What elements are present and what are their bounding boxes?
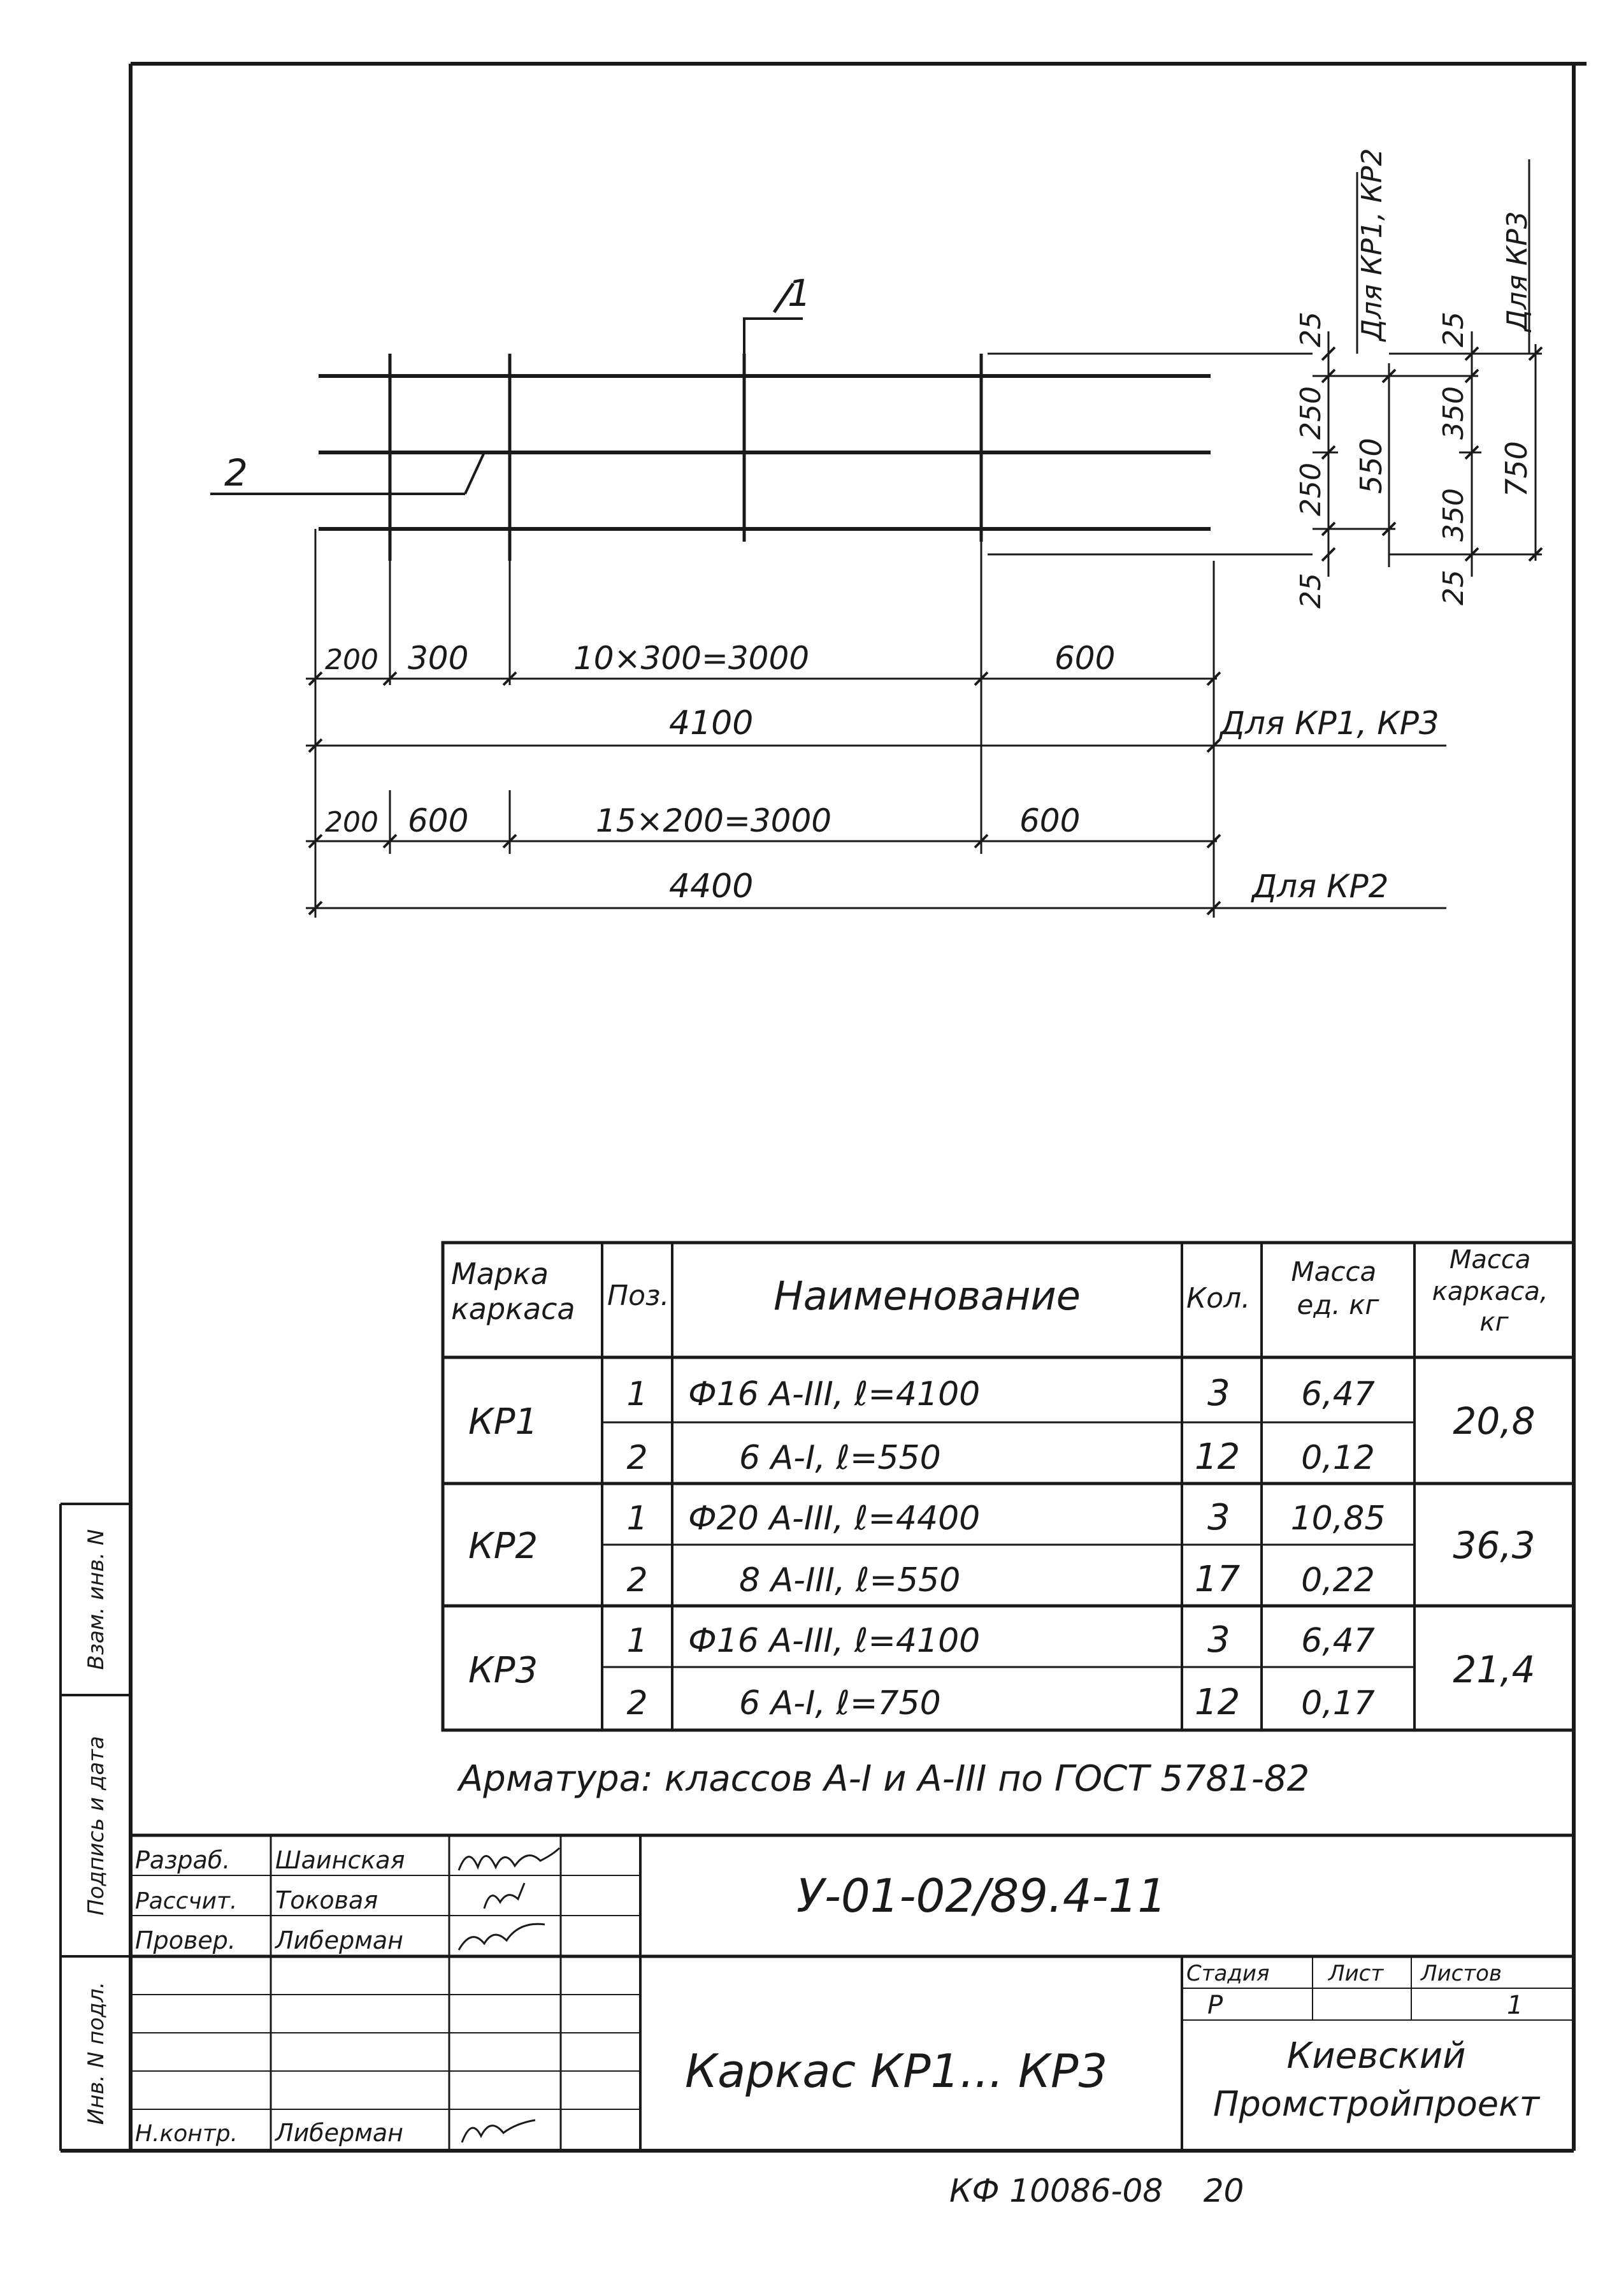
dim-600-b: 600	[408, 802, 469, 839]
cell-frame-mass-kr2: 36,3	[1453, 1524, 1536, 1567]
leader-label-1: 1	[788, 271, 811, 315]
cell-unit-mass: 0,17	[1301, 1684, 1375, 1722]
th-pos: Поз.	[607, 1280, 670, 1312]
dim-300: 300	[408, 640, 469, 677]
cell-unit-mass: 10,85	[1290, 1499, 1386, 1538]
sheet-label: Лист	[1328, 1961, 1384, 1986]
sheets-value: 1	[1507, 1991, 1523, 2020]
cell-qty: 3	[1207, 1619, 1230, 1661]
cell-unit-mass: 6,47	[1301, 1622, 1375, 1660]
vdim-kr3-25-bot: 25	[1437, 570, 1470, 605]
signature-mark	[484, 1883, 524, 1909]
document-code: У-01-02/89.4-11	[796, 1869, 1167, 1923]
note-kr2: Для КР2	[1252, 868, 1389, 905]
cell-mark-kr3: КР3	[468, 1650, 538, 1691]
cell-pos: 2	[626, 1561, 648, 1599]
role-name: Шаинская	[275, 1846, 405, 1874]
cell-name: Ф16 А-III, ℓ=4100	[688, 1622, 981, 1660]
role-name: Либерман	[275, 2119, 404, 2147]
archive-number: КФ 10086-08 20	[949, 2172, 1244, 2209]
stage-value: Р	[1207, 1991, 1223, 2020]
side-stamp-inv-orig: Инв. N подл.	[83, 1981, 109, 2125]
stage-label: Стадия	[1186, 1961, 1270, 1986]
vdim-kr3-350-b: 350	[1437, 488, 1470, 542]
vdim-kr12-250-b: 250	[1295, 463, 1327, 516]
cell-qty: 17	[1195, 1559, 1241, 1600]
th-frame-mass: Масса каркаса, кг	[1432, 1245, 1548, 1337]
cell-pos: 1	[626, 1375, 648, 1413]
cell-qty: 12	[1195, 1436, 1241, 1478]
dim-600-a: 600	[1054, 640, 1116, 677]
note-kr1-kr2-vertical: Для КР1, КР2	[1356, 148, 1388, 341]
cell-pos: 1	[626, 1499, 648, 1538]
note-kr3-vertical: Для КР3	[1501, 211, 1534, 331]
vdim-kr3-350-a: 350	[1437, 386, 1470, 440]
side-stamp-inv-repl: Взам. инв. N	[83, 1529, 109, 1670]
signature-mark	[459, 1848, 559, 1870]
dim-total-4400: 4400	[669, 867, 754, 906]
role-name: Токовая	[275, 1886, 378, 1914]
th-unit-mass: Масса ед. кг	[1291, 1256, 1379, 1320]
organization-line-1: Киевский	[1286, 2035, 1466, 2077]
role-label: Разраб.	[135, 1846, 231, 1874]
role-label: Провер.	[135, 1926, 236, 1954]
cell-pos: 2	[626, 1439, 648, 1477]
cell-frame-mass-kr1: 20,8	[1453, 1399, 1536, 1443]
cell-frame-mass-kr3: 21,4	[1453, 1648, 1536, 1691]
note-kr1-kr3: Для КР1, КР3	[1220, 705, 1439, 742]
dim-200-a: 200	[325, 644, 378, 676]
cell-name: 6 А-I, ℓ=550	[739, 1439, 941, 1477]
sheets-label: Листов	[1421, 1961, 1502, 1986]
organization-line-2: Промстройпроект	[1212, 2084, 1540, 2124]
cell-qty: 3	[1207, 1373, 1230, 1414]
reinforcement-note: Арматура: классов А-I и А-III по ГОСТ 5781-82	[459, 1758, 1310, 1800]
cell-name: 6 А-I, ℓ=750	[739, 1684, 941, 1722]
cell-mark-kr2: КР2	[468, 1526, 538, 1567]
frame-elevation	[210, 284, 1313, 561]
cell-name: 8 А-III, ℓ=550	[739, 1561, 961, 1599]
vdim-kr12-550: 550	[1354, 438, 1388, 494]
th-mark: Марка каркаса	[451, 1257, 575, 1326]
signature-mark	[462, 2120, 535, 2142]
cell-name: Ф16 А-III, ℓ=4100	[688, 1375, 981, 1413]
side-stamp-sign-date: Подпись и дата	[83, 1736, 109, 1916]
leader-label-2: 2	[224, 451, 248, 495]
th-name: Наименование	[774, 1273, 1081, 1319]
role-label: Н.контр.	[135, 2121, 238, 2147]
signature-mark	[459, 1924, 545, 1950]
cell-unit-mass: 0,12	[1301, 1439, 1375, 1477]
cell-pos: 2	[626, 1684, 648, 1722]
dim-600-c: 600	[1019, 802, 1081, 839]
vdim-kr3-750: 750	[1499, 441, 1534, 497]
cell-qty: 12	[1195, 1682, 1241, 1723]
cell-unit-mass: 0,22	[1301, 1561, 1375, 1599]
drawing-title: Каркас КР1... КР3	[685, 2044, 1108, 2098]
vdim-kr12-250-a: 250	[1295, 386, 1327, 440]
role-label: Рассчит.	[135, 1888, 238, 1914]
dim-10x300: 10×300=3000	[573, 640, 810, 677]
cell-name: Ф20 А-III, ℓ=4400	[688, 1499, 981, 1538]
role-name: Либерман	[275, 1926, 404, 1954]
dim-total-4100: 4100	[669, 704, 754, 742]
cell-qty: 3	[1207, 1497, 1230, 1538]
cell-unit-mass: 6,47	[1301, 1375, 1375, 1413]
vdim-kr12-25-bot: 25	[1295, 573, 1327, 609]
cell-pos: 1	[626, 1622, 648, 1660]
vdim-kr3-25-top: 25	[1437, 312, 1470, 347]
th-qty: Кол.	[1186, 1282, 1251, 1315]
cell-mark-kr1: КР1	[468, 1401, 538, 1443]
dim-200-b: 200	[325, 806, 378, 839]
vdim-kr12-25-top: 25	[1295, 312, 1327, 347]
dim-15x200: 15×200=3000	[596, 802, 832, 839]
